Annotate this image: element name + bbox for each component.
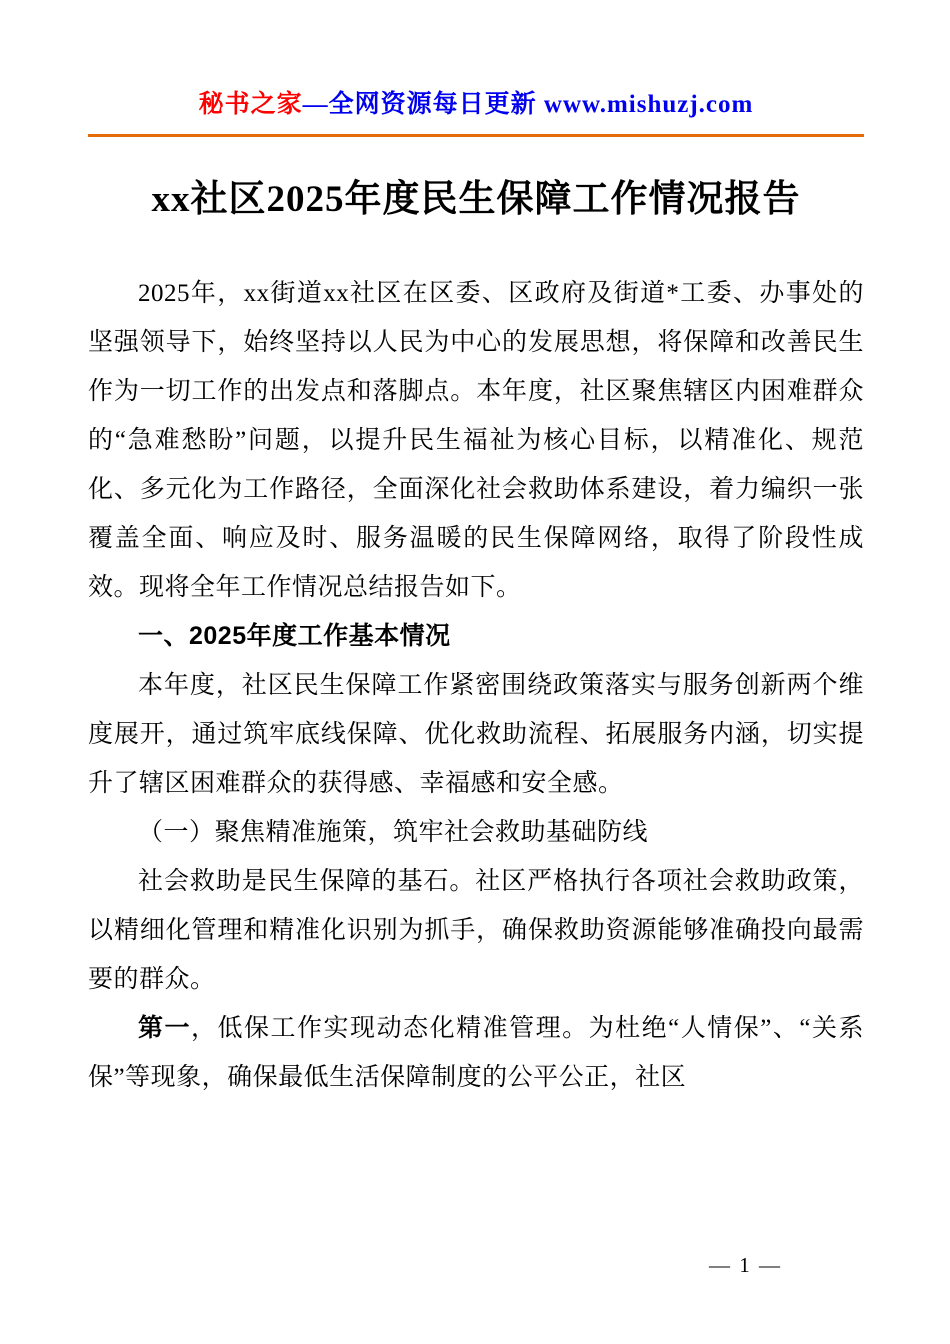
site-header <box>88 84 864 120</box>
site-url[interactable]: www.mishuzj.com <box>543 91 754 118</box>
paragraph-lead: 第一 <box>138 1015 192 1043</box>
page-number: — 1 — <box>709 1253 782 1277</box>
paragraph: 社会救助是民生保障的基石。社区严格执行各项社会救助政策，以精细化管理和精准化识别为抓手，确保救助资源能够准确投向最需要的群众。 <box>88 868 864 994</box>
document-body <box>88 269 864 1102</box>
paragraph <box>88 1004 864 1102</box>
paragraph-text: ，低保工作实现动态化精准管理。为杜绝“人情保”、“关系保”等现象，确保最低生活保障制度的公平公正，社区 <box>88 1015 864 1092</box>
subsection-heading: （一）聚焦精准施策，筑牢社会救助基础防线 <box>138 819 649 847</box>
site-tagline: —全网资源每日更新 <box>302 91 544 118</box>
site-brand: 秘书之家 <box>198 91 303 118</box>
header-rule <box>88 134 864 137</box>
paragraph: 2025年，xx街道xx社区在区委、区政府及街道*工委、办事处的坚强领导下，始终坚持以人民为中心的发展思想，将保障和改善民生作为一切工作的出发点和落脚点。本年度，社区聚焦辖区内困难群众的“急难愁盼”问题，以提升民生福祉为核心目标，以精准化、规范化、多元化为工作路径，全面深化社会救助体系建设，着力编织一张覆盖全面、响应及时、服务温暖的民生保障网络，取得了阶段性成效。现将全年工作情况总结报告如下。 <box>88 280 864 602</box>
paragraph: 本年度，社区民生保障工作紧密围绕政策落实与服务创新两个维度展开，通过筑牢底线保障、优化救助流程、拓展服务内涵，切实提升了辖区困难群众的获得感、幸福感和安全感。 <box>88 672 864 798</box>
section-heading: 一、2025年度工作基本情况 <box>138 622 451 651</box>
document-title: xx社区2025年度民生保障工作情况报告 <box>151 179 801 220</box>
